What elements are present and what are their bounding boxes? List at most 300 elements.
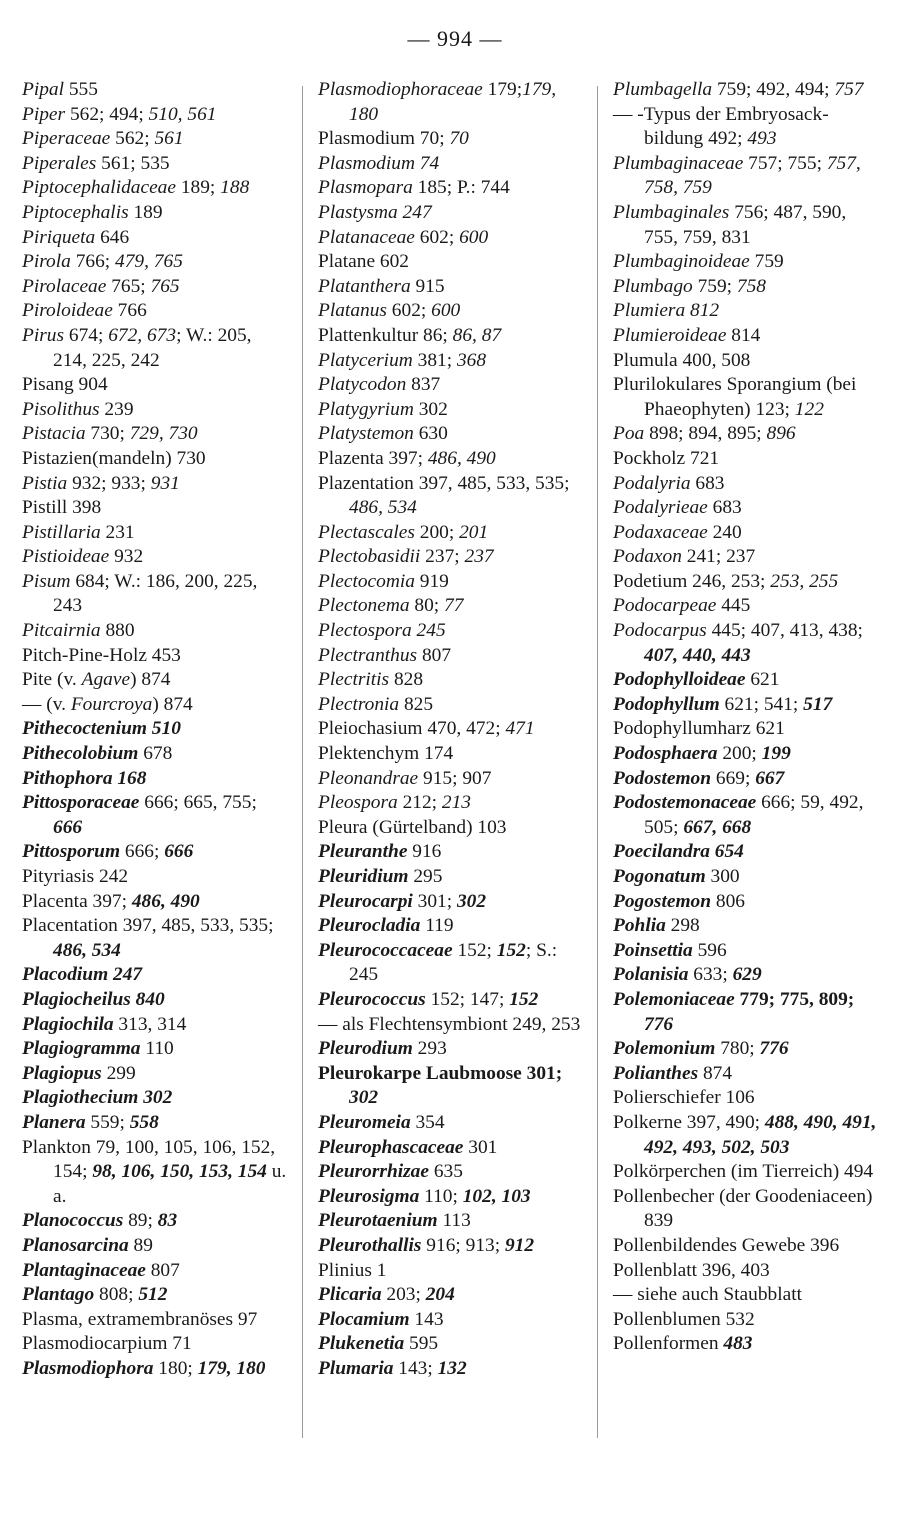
index-entry: [22, 1111, 290, 1136]
entry-text: 672, 673: [108, 324, 177, 346]
index-entry: [22, 767, 290, 792]
entry-text: Piperales: [22, 152, 97, 174]
entry-text: 201: [459, 521, 489, 543]
entry-text: 600: [431, 300, 461, 322]
entry-text: 602;: [414, 226, 460, 248]
entry-text: Plagiogramma: [22, 1038, 141, 1060]
index-entry: [613, 1062, 883, 1087]
index-entry: [318, 373, 584, 398]
index-entry: [22, 496, 290, 521]
index-entry: [318, 914, 584, 939]
entry-text: 621; 541;: [719, 693, 804, 715]
entry-text: 561; 535: [96, 152, 170, 174]
index-entry: [318, 299, 584, 324]
entry-text: 295: [408, 866, 443, 887]
entry-text: 621: [745, 669, 780, 691]
entry-text: 122: [794, 398, 824, 420]
entry-text: 684; W.: 186, 200, 225, 243: [53, 570, 258, 617]
entry-text: Piroloideae: [22, 300, 113, 322]
index-entry: [318, 939, 584, 988]
entry-text: 239: [99, 398, 134, 420]
entry-text: Polianthes: [613, 1062, 699, 1084]
entry-text: Plectritis: [318, 669, 390, 691]
index-entry: [22, 176, 290, 201]
entry-text: 510, 561: [148, 103, 217, 125]
entry-text: Pipal: [22, 79, 65, 100]
entry-text: Podophylloideae: [613, 669, 746, 691]
entry-text: Pockholz 721: [613, 447, 720, 469]
entry-text: 633;: [688, 964, 733, 986]
entry-text: Pleiochasium 470, 472;: [318, 718, 506, 740]
entry-text: Pittosporum: [22, 841, 121, 863]
index-entry: [613, 1160, 883, 1185]
entry-text: Platanaceae: [318, 226, 415, 248]
index-entry: [318, 545, 584, 570]
index-entry: [613, 1308, 883, 1333]
entry-text: 110;: [419, 1185, 463, 1207]
index-entry: [318, 226, 584, 251]
index-entry: [318, 767, 584, 792]
entry-text: Plectonema: [318, 595, 410, 617]
entry-text: 932; 933;: [67, 472, 151, 494]
index-entry: [22, 1209, 290, 1234]
entry-text: Pittosporaceae: [22, 792, 140, 814]
index-entry: [22, 1259, 290, 1284]
entry-text: Pleuridium: [318, 866, 409, 887]
entry-text: Plumaria: [318, 1357, 394, 1379]
entry-text: Plasmodium 74: [318, 152, 440, 174]
index-entry: [22, 840, 290, 865]
entry-text: Podocarpeae: [613, 595, 717, 617]
index-entry: [318, 1308, 584, 1333]
entry-text: 919: [414, 570, 449, 592]
entry-text: Piptocephalidaceae: [22, 177, 176, 199]
index-entry: [22, 914, 290, 963]
entry-text: 113: [437, 1210, 471, 1232]
entry-text: 471: [505, 718, 535, 740]
entry-text: Plasmodiophoraceae: [318, 79, 483, 100]
entry-text: 666; 665, 755;: [139, 792, 257, 814]
entry-text: 179, 180: [197, 1357, 266, 1379]
entry-text: Podostemon: [613, 767, 712, 789]
entry-text: Polemoniaceae: [613, 988, 735, 1010]
entry-text: Piriqueta: [22, 226, 96, 248]
index-entry: [22, 890, 290, 915]
index-entry: [613, 840, 883, 865]
entry-text: 630: [413, 423, 448, 445]
entry-text: — als Flechtensymbiont 249, 253: [318, 1013, 581, 1035]
index-entry: [22, 1037, 290, 1062]
entry-text: 486, 490: [427, 447, 496, 469]
entry-text: Platane 602: [318, 251, 410, 273]
index-entry: [318, 594, 584, 619]
entry-text: Pitch-Pine-Holz 453: [22, 644, 181, 666]
entry-text: Plumbagella: [613, 79, 713, 100]
index-entry: [22, 201, 290, 226]
entry-text: Pleurosigma: [318, 1185, 420, 1207]
entry-text: 602;: [386, 300, 432, 322]
index-entry: [613, 201, 883, 250]
entry-text: 915; 907: [418, 767, 492, 789]
index-entry: [613, 103, 883, 152]
entry-text: Pleurotaenium: [318, 1210, 438, 1232]
index-entry: [22, 1062, 290, 1087]
entry-text: Pistioideae: [22, 546, 110, 568]
entry-text: Podaxaceae: [613, 521, 708, 543]
entry-text: Plasmopara: [318, 177, 413, 199]
entry-text: 629: [732, 964, 762, 986]
entry-text: 896: [766, 423, 796, 445]
index-entry: [318, 1234, 584, 1259]
index-entry: [318, 890, 584, 915]
index-entry: [318, 1332, 584, 1357]
entry-text: 119: [420, 915, 454, 937]
entry-text: Placenta 397;: [22, 890, 132, 912]
entry-text: 776: [759, 1038, 789, 1060]
index-entry: [318, 1013, 584, 1038]
entry-text: Pleospora: [318, 792, 398, 814]
index-entry: [613, 988, 883, 1037]
index-entry: [318, 127, 584, 152]
entry-text: Fourcroya: [70, 693, 153, 715]
entry-text: 185; P.: 744: [412, 177, 510, 199]
entry-text: 646: [95, 226, 130, 248]
entry-text: 562;: [110, 128, 155, 150]
entry-text: Planococcus: [22, 1210, 124, 1232]
entry-text: 212;: [397, 792, 442, 814]
entry-text: Plasmodiophora: [22, 1357, 154, 1379]
entry-text: Pleuromeia: [318, 1111, 411, 1133]
entry-text: Plastysma 247: [318, 201, 432, 223]
entry-text: ; S.: 245: [349, 939, 558, 986]
index-entry: [318, 1357, 584, 1382]
entry-text: Pogostemon: [613, 890, 712, 912]
entry-text: Pithophora 168: [22, 767, 147, 789]
entry-text: 354: [410, 1111, 445, 1133]
index-entry: [318, 1259, 584, 1284]
entry-text: 806: [711, 890, 745, 912]
entry-text: Plectocomia: [318, 570, 415, 592]
entry-text: Plectronia: [318, 693, 400, 715]
entry-text: Pleurophascaceae: [318, 1136, 464, 1158]
index-entry: [613, 78, 883, 103]
entry-text: Pistillaria: [22, 521, 101, 543]
entry-text: Plagiocheilus 840: [22, 988, 165, 1010]
entry-text: ) 874: [130, 669, 171, 691]
entry-text: 188: [220, 177, 250, 199]
entry-text: Plumieroideae: [613, 324, 727, 346]
entry-text: 916; 913;: [421, 1234, 505, 1256]
entry-text: — -Typus der Embryosack-bildung 492;: [613, 103, 829, 150]
entry-text: Planera: [22, 1111, 86, 1133]
entry-text: Plumbaginales: [613, 201, 730, 223]
entry-text: Pirolaceae: [22, 275, 107, 297]
entry-text: 486, 534: [349, 497, 417, 519]
index-entry: [613, 570, 883, 595]
index-entry: [318, 1283, 584, 1308]
entry-text: 912: [504, 1234, 535, 1256]
index-entry: [22, 619, 290, 644]
entry-text: 179;: [482, 79, 523, 100]
entry-text: 237: [464, 546, 494, 568]
entry-text: 558: [129, 1111, 159, 1133]
index-entry: [22, 103, 290, 128]
entry-text: 555: [64, 79, 98, 100]
entry-text: 203;: [381, 1284, 426, 1306]
entry-text: 152: [509, 988, 539, 1010]
index-entry: [613, 1037, 883, 1062]
entry-text: 559;: [85, 1111, 130, 1133]
entry-text: Plectascales: [318, 521, 415, 543]
index-entry: [613, 890, 883, 915]
entry-text: 199: [761, 743, 791, 765]
index-entry: [22, 422, 290, 447]
index-entry: [318, 472, 584, 521]
entry-text: 874: [698, 1062, 733, 1084]
entry-text: Plurilokulares Sporangium (bei Phaeophyten) 123;: [613, 374, 857, 420]
entry-text: Planosarcina: [22, 1234, 129, 1256]
index-entry: [613, 1259, 883, 1284]
entry-text: 756; 487, 590, 755, 759, 831: [644, 201, 847, 248]
index-column-2: [318, 78, 584, 1381]
entry-text: Podalyria: [613, 472, 691, 494]
entry-text: 89: [128, 1234, 153, 1256]
entry-text: Pityriasis 242: [22, 866, 129, 887]
entry-text: 898; 894, 895;: [644, 423, 767, 445]
entry-text: Platycerium: [318, 349, 413, 371]
entry-text: 253, 255: [770, 570, 839, 592]
entry-text: 916: [407, 841, 442, 863]
index-entry: [318, 1062, 584, 1111]
entry-text: 231: [100, 521, 135, 543]
entry-text: 89;: [123, 1210, 158, 1232]
entry-text: Plantaginaceae: [22, 1259, 146, 1281]
index-entry: [22, 668, 290, 693]
entry-text: 666: [53, 816, 83, 838]
entry-text: Pisum: [22, 570, 71, 592]
index-entry: [318, 988, 584, 1013]
entry-text: 757: [834, 79, 864, 100]
entry-text: 152;: [452, 939, 497, 961]
index-entry: [613, 545, 883, 570]
entry-text: Polemonium: [613, 1038, 716, 1060]
entry-text: Pisang 904: [22, 374, 108, 396]
entry-text: 143: [409, 1308, 444, 1330]
entry-text: Plattenkultur 86;: [318, 324, 453, 346]
entry-text: 776: [644, 1013, 674, 1035]
index-entry: [22, 1013, 290, 1038]
entry-text: Pollenbecher (der Goodeniaceen) 839: [613, 1185, 873, 1232]
index-entry: [613, 349, 883, 374]
entry-text: Plumbaginaceae: [613, 152, 744, 174]
entry-text: Pleurothallis: [318, 1234, 422, 1256]
entry-text: 241; 237: [681, 546, 756, 568]
entry-text: Pleurocladia: [318, 915, 421, 937]
entry-text: 729, 730: [129, 423, 198, 445]
entry-text: 596: [692, 939, 727, 961]
entry-text: Pleurokarpe Laubmoose 301;: [318, 1062, 563, 1084]
entry-text: Plasmodiocarpium 71: [22, 1333, 192, 1355]
entry-text: Platanthera: [318, 275, 411, 297]
index-entry: [22, 1332, 290, 1357]
entry-text: Pleuranthe: [318, 841, 408, 863]
entry-text: ) 874: [152, 693, 193, 715]
entry-text: 635: [428, 1161, 463, 1183]
index-entry: [613, 668, 883, 693]
entry-text: 479, 765: [115, 251, 183, 273]
entry-text: Plumiera 812: [613, 300, 720, 322]
entry-text: Plektenchym 174: [318, 743, 454, 765]
entry-text: Platystemon: [318, 423, 414, 445]
index-entry: [613, 299, 883, 324]
entry-text: 301: [463, 1136, 498, 1158]
index-entry: [22, 988, 290, 1013]
entry-text: 814: [726, 324, 761, 346]
index-column-3: [613, 78, 883, 1357]
index-entry: [318, 1136, 584, 1161]
column-divider: [302, 86, 303, 1438]
index-entry: [22, 324, 290, 373]
entry-text: 766;: [70, 251, 116, 273]
entry-text: 757, 758, 759: [644, 152, 861, 199]
index-entry: [318, 1160, 584, 1185]
index-entry: [22, 250, 290, 275]
entry-text: 70: [449, 128, 469, 150]
index-entry: [22, 127, 290, 152]
entry-text: 240: [707, 521, 742, 543]
entry-text: Pistazien(mandeln) 730: [22, 447, 206, 469]
entry-text: 143;: [393, 1357, 438, 1379]
index-entry: [613, 250, 883, 275]
entry-text: Plectobasidii: [318, 546, 421, 568]
index-entry: [318, 791, 584, 816]
entry-text: 152; 147;: [425, 988, 510, 1010]
entry-text: 666; 59, 492, 505;: [644, 792, 864, 838]
entry-text: 674;: [64, 324, 109, 346]
index-column-1: [22, 78, 290, 1381]
index-entry: [318, 1037, 584, 1062]
entry-text: 368: [456, 349, 487, 371]
index-entry: [318, 1209, 584, 1234]
index-entry: [318, 152, 584, 177]
entry-text: 666: [164, 841, 194, 863]
entry-text: Pisolithus: [22, 398, 100, 420]
index-entry: [613, 963, 883, 988]
entry-text: Plocamium: [318, 1308, 410, 1330]
entry-text: 213: [441, 792, 471, 814]
index-entry: [22, 152, 290, 177]
index-entry: [22, 373, 290, 398]
entry-text: 779; 775, 809;: [734, 988, 855, 1010]
index-entry: [22, 1308, 290, 1333]
index-entry: [613, 742, 883, 767]
index-entry: [613, 496, 883, 521]
entry-text: 189: [128, 201, 163, 223]
index-entry: [613, 1283, 883, 1308]
index-entry: [613, 1185, 883, 1234]
entry-text: Podalyrieae: [613, 497, 708, 519]
entry-text: Plukenetia: [318, 1333, 405, 1355]
entry-text: 932: [109, 546, 144, 568]
entry-text: 780;: [715, 1038, 760, 1060]
entry-text: 765;: [106, 275, 151, 297]
entry-text: Pohlia: [613, 915, 666, 937]
entry-text: Pirola: [22, 251, 71, 273]
index-entry: [318, 324, 584, 349]
index-entry: [613, 1086, 883, 1111]
entry-text: 132: [437, 1357, 467, 1379]
index-entry: [613, 472, 883, 497]
index-entry: [22, 717, 290, 742]
entry-text: 807: [417, 644, 452, 666]
entry-text: 298: [665, 915, 700, 937]
entry-text: Pleurococcus: [318, 988, 426, 1010]
index-entry: [22, 447, 290, 472]
entry-text: 189;: [176, 177, 221, 199]
entry-text: Piper: [22, 103, 66, 125]
index-entry: [22, 1086, 290, 1111]
entry-text: Pithecolobium: [22, 743, 139, 765]
entry-text: 302: [413, 398, 448, 420]
index-entry: [22, 570, 290, 619]
entry-text: 595: [404, 1333, 439, 1355]
entry-text: Polanisia: [613, 964, 689, 986]
index-entry: [613, 939, 883, 964]
entry-text: Podosphaera: [613, 743, 718, 765]
entry-text: Pistia: [22, 472, 68, 494]
entry-text: Plasma, extramembranöses 97: [22, 1308, 258, 1330]
entry-text: Pollenblumen 532: [613, 1308, 755, 1330]
entry-text: 152: [496, 939, 526, 961]
index-entry: [613, 373, 883, 422]
entry-text: Plasmodium 70;: [318, 128, 450, 150]
index-entry: [613, 914, 883, 939]
entry-text: Pollenbildendes Gewebe 396: [613, 1234, 840, 1256]
index-entry: [22, 545, 290, 570]
index-entry: [318, 865, 584, 890]
entry-text: Platycodon: [318, 374, 407, 396]
entry-text: Plagiochila: [22, 1013, 114, 1035]
entry-text: Pleurocarpi: [318, 890, 413, 912]
entry-text: 300: [705, 866, 740, 887]
index-entry: [22, 1234, 290, 1259]
index-entry: [613, 594, 883, 619]
entry-text: 759;: [692, 275, 737, 297]
index-entry: [318, 570, 584, 595]
entry-text: 512: [138, 1284, 168, 1306]
entry-text: 931: [150, 472, 180, 494]
index-entry: [318, 349, 584, 374]
entry-text: Poinsettia: [613, 939, 693, 961]
entry-text: Plazenta 397;: [318, 447, 428, 469]
entry-text: Pistacia: [22, 423, 86, 445]
entry-text: 562; 494;: [65, 103, 149, 125]
entry-text: 669;: [711, 767, 756, 789]
entry-text: Plankton 79, 100, 105, 106, 152, 154;: [22, 1136, 276, 1183]
index-entry: [318, 717, 584, 742]
entry-text: Pleura (Gürtelband) 103: [318, 816, 507, 838]
entry-text: 600: [459, 226, 489, 248]
index-entry: [318, 619, 584, 644]
entry-text: 80;: [409, 595, 445, 617]
index-entry: [613, 1234, 883, 1259]
index-entry: [613, 152, 883, 201]
index-entry: [318, 201, 584, 226]
entry-text: Pleonandrae: [318, 767, 419, 789]
entry-text: 77: [444, 595, 464, 617]
index-entry: [22, 521, 290, 546]
entry-text: Polierschiefer 106: [613, 1087, 755, 1109]
